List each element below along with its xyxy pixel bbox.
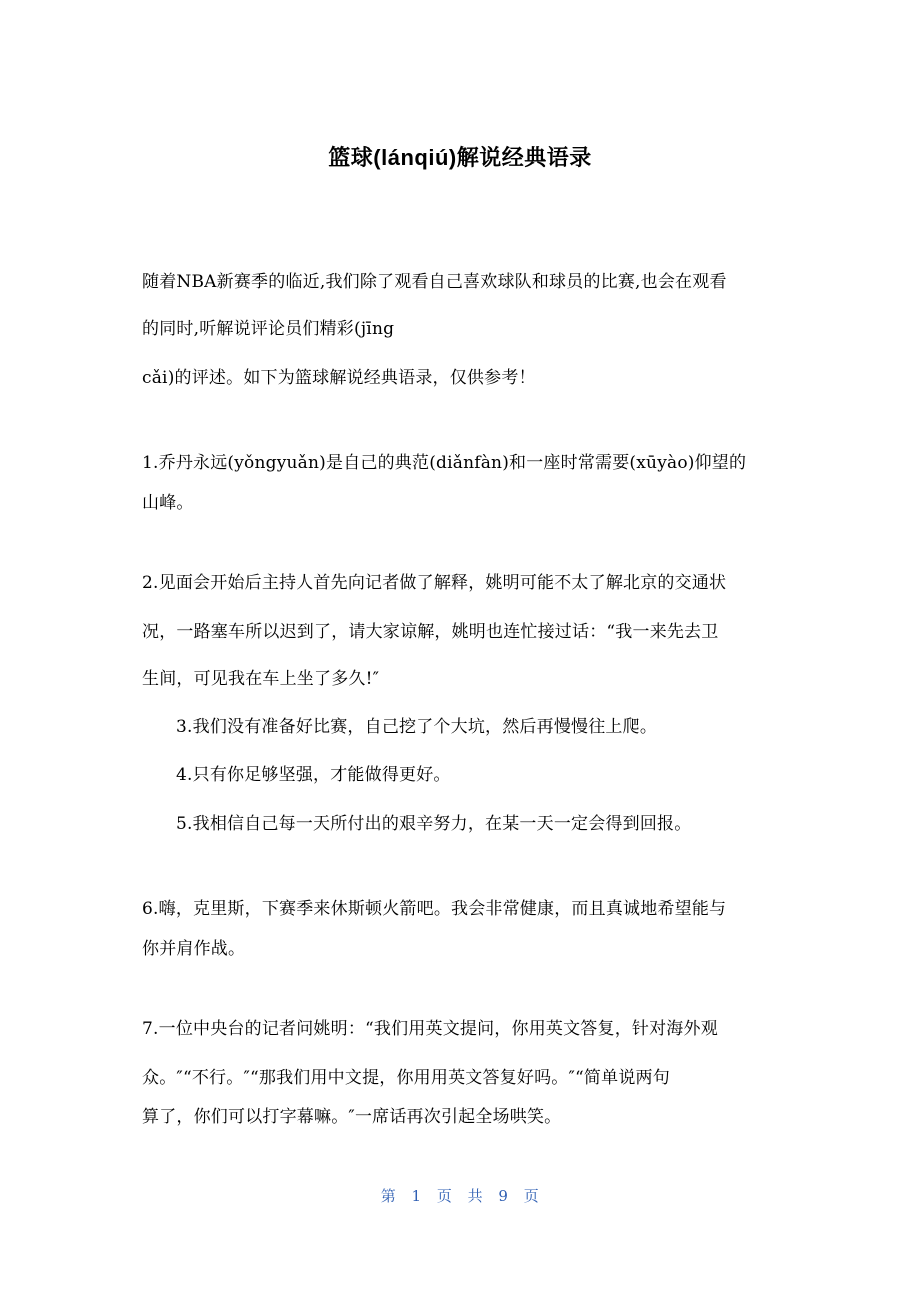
quote-2-line-3: 生间，可见我在车上坐了多久!″: [142, 669, 380, 689]
quote-1-line-1: 1.乔丹永远(yǒngyuǎn)是自己的典范(diǎnfàn)和一座时常需要(xūyào)仰望的: [142, 453, 747, 473]
quote-7-line-2: 众。″“不行。″“那我们用中文提，你用用英文答复好吗。″“简单说两句: [142, 1068, 670, 1088]
quote-1-line-2: 山峰。: [142, 493, 194, 513]
quote-7-line-1: 7.一位中央台的记者问姚明：“我们用英文提问，你用英文答复，针对海外观: [142, 1019, 718, 1039]
document-title: 篮球(lánqiú)解说经典语录: [328, 145, 592, 170]
intro-line-2: 的同时,听解说评论员们精彩(jīng: [142, 319, 395, 339]
quote-5: 5.我相信自己每一天所付出的艰辛努力，在某一天一定会得到回报。: [176, 814, 692, 834]
quote-3: 3.我们没有准备好比赛，自己挖了个大坑，然后再慢慢往上爬。: [176, 717, 658, 737]
quote-7-line-3: 算了，你们可以打字幕嘛。″一席话再次引起全场哄笑。: [142, 1107, 562, 1127]
intro-line-3: cǎi)的评述。如下为篮球解说经典语录，仅供参考！: [142, 368, 536, 388]
quote-2-line-1: 2.见面会开始后主持人首先向记者做了解释，姚明可能不太了解北京的交通状: [142, 573, 727, 593]
quote-4: 4.只有你足够坚强，才能做得更好。: [176, 765, 451, 785]
quote-6-line-2: 你并肩作战。: [142, 939, 246, 959]
page-number-footer: 第 1 页 共 9 页: [380, 1187, 540, 1205]
quote-6-line-1: 6.嗨，克里斯，下赛季来休斯顿火箭吧。我会非常健康，而且真诚地希望能与: [142, 899, 727, 919]
intro-line-1: 随着NBA新赛季的临近,我们除了观看自己喜欢球队和球员的比赛,也会在观看: [142, 272, 727, 292]
quote-2-line-2: 况，一路塞车所以迟到了，请大家谅解，姚明也连忙接过话：“我一来先去卫: [142, 622, 719, 642]
